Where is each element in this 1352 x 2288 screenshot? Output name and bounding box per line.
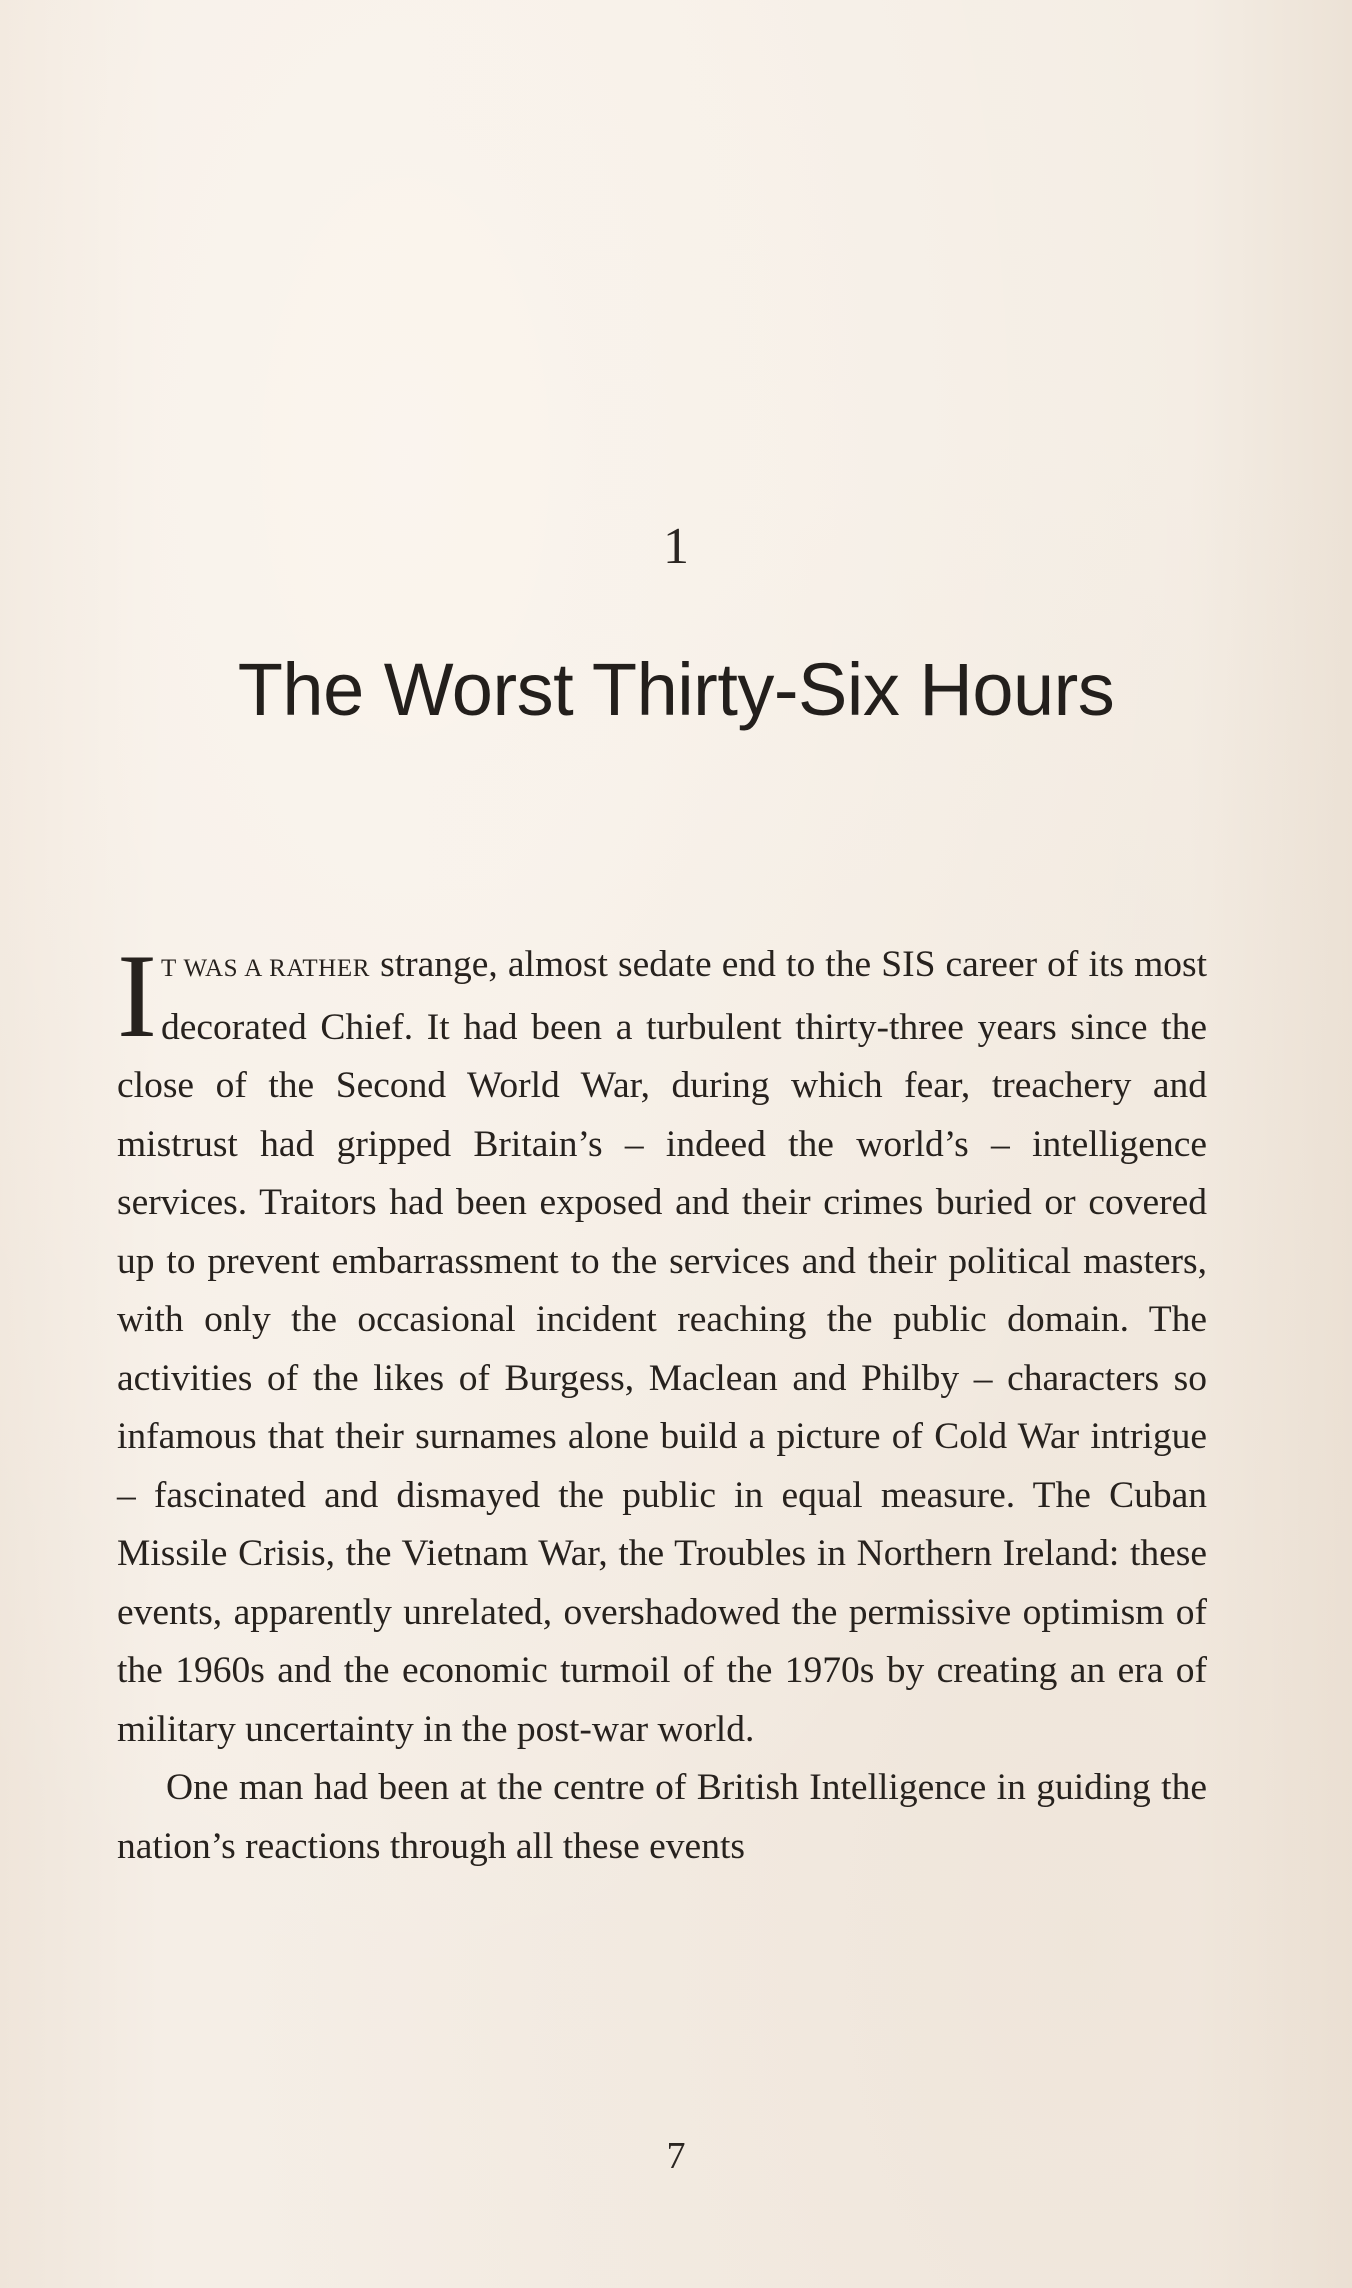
chapter-body: [117, 929, 1207, 1876]
paragraph-1: [117, 929, 1207, 1759]
drop-cap: I: [117, 929, 157, 1062]
show-through-texture: [170, 235, 1210, 699]
opening-small-caps: T WAS A RATHER: [160, 955, 370, 982]
paragraph-2: One man had been at the centre of British Intelligence in guiding the nation’s reactions through all these events: [117, 1767, 1207, 1867]
chapter-number: 1: [663, 518, 689, 575]
page-number: 7: [666, 2135, 686, 2177]
chapter-title: The Worst Thirty-Six Hours: [237, 648, 1115, 731]
paragraph-1-text: strange, almost sedate end to the SIS career of its most decorated Chief. It had been a turbulent thirty-three years since the close of the Second World War, during which fear, treachery and mistrust had gripped Britain’s – indeed the world’s – intelligence services. Traitors had been exposed and their crimes buried or covered up to prevent embarrassment to the services and their political masters, with only the occasional incident reaching the public domain. The activities of the likes of Burgess, Maclean and Philby – characters so infamous that their surnames alone build a picture of Cold War intrigue – fascinated and dismayed the public in equal measure. The Cuban Missile Crisis, the Vietnam War, the Troubles in Northern Ireland: these events, apparently unrelated, overshadowed the permissive optimism of the 1960s and the economic turmoil of the 1970s by creating an era of military uncertainty in the post-war world.: [117, 944, 1207, 1750]
